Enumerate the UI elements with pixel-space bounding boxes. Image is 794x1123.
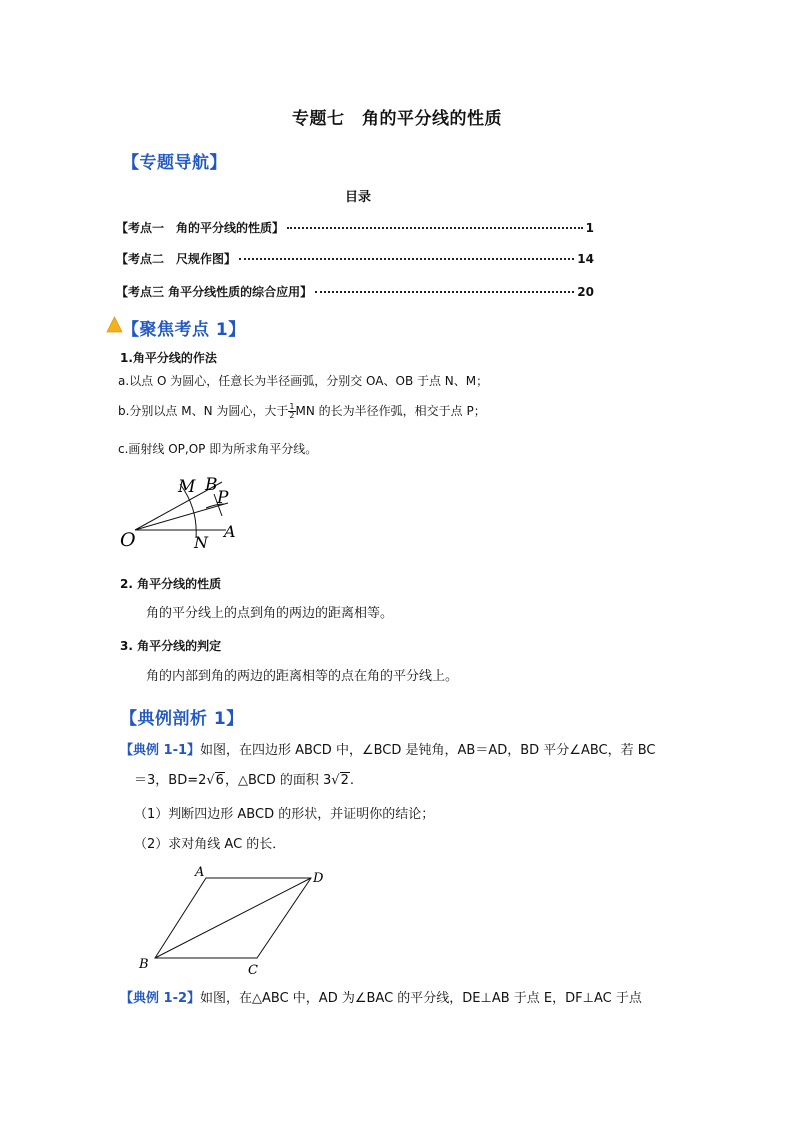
step-c: c.画射线 OP,OP 即为所求角平分线。 <box>118 442 318 456</box>
example-1-2 <box>120 990 642 1008</box>
step-b-text-pre: b.分别以点 M、N 为圆心，大于 <box>118 404 289 418</box>
example-tag: 【典例 1-1】 <box>120 743 201 758</box>
toc-item-page: 20 <box>577 285 594 299</box>
toc-leader-dots <box>315 291 574 293</box>
property-text: 角的平分线上的点到角的两边的距离相等。 <box>146 606 394 621</box>
question-2: （2）求对角线 AC 的长． <box>134 837 286 852</box>
label-d: D <box>313 871 324 886</box>
example-1-1 <box>120 742 656 760</box>
toc-item-2[interactable] <box>116 250 594 267</box>
toc-item-1[interactable] <box>116 219 594 236</box>
example-heading: 【典例剖析 1】 <box>120 709 244 729</box>
example-text: 如图，在△ABC 中，AD 为∠BAC 的平分线，DE⊥AB 于点 E，DF⊥AC 于点 <box>200 991 642 1006</box>
property-title: 2. 角平分线的性质 <box>120 577 222 591</box>
sqrt-radicand: 6 <box>215 773 224 788</box>
fraction-numerator: 1 <box>289 402 295 411</box>
label-a: A <box>195 865 205 880</box>
warning-triangle-icon <box>106 316 123 333</box>
toc-heading: 目录 <box>344 190 371 205</box>
toc-item-page: 14 <box>577 252 594 266</box>
nav-heading: 【专题导航】 <box>122 153 227 173</box>
quadrilateral-figure <box>134 862 334 982</box>
fraction-half <box>288 403 295 420</box>
label-m: M <box>178 477 196 497</box>
label-a: A <box>224 522 236 541</box>
toc-item-label: 【考点二 尺规作图】 <box>116 252 237 266</box>
example-tag: 【典例 1-2】 <box>120 991 201 1006</box>
angle-bisector-figure <box>118 470 248 554</box>
method-title: 1.角平分线的作法 <box>120 351 217 365</box>
example-1-1-line2: ＝3，BD=2√6，△BCD 的面积 3√2. <box>134 773 354 788</box>
toc-item-label: 【考点一 角的平分线的性质】 <box>116 221 285 235</box>
sqrt-radicand: 2 <box>340 773 349 788</box>
step-a: a.以点 O 为圆心，任意长为半径画弧，分别交 OA、OB 于点 N、M； <box>118 374 489 388</box>
example-text-pre: ＝3，BD=2 <box>134 773 207 788</box>
focus-heading: 【聚焦考点 1】 <box>122 320 246 340</box>
criterion-title: 3. 角平分线的判定 <box>120 639 222 653</box>
example-text-post: . <box>349 773 354 788</box>
toc-item-label: 【考点三 角平分线性质的综合应用】 <box>116 285 313 299</box>
page-title: 专题七 角的平分线的性质 <box>292 109 502 129</box>
label-p: P <box>217 488 229 508</box>
example-text-line1: 如图，在四边形 ABCD 中，∠BCD 是钝角，AB＝AD，BD 平分∠ABC，若 BC <box>200 743 656 758</box>
step-b <box>118 403 486 420</box>
fraction-denominator: 2 <box>289 411 295 420</box>
step-b-text-post: MN 的长为半径作弧，相交于点 P； <box>295 404 486 418</box>
criterion-text: 角的内部到角的两边的距离相等的点在角的平分线上。 <box>146 669 459 684</box>
question-1: （1）判断四边形 ABCD 的形状，并证明你的结论； <box>134 807 435 822</box>
label-b: B <box>205 475 218 495</box>
toc-leader-dots <box>239 258 574 260</box>
toc-item-3[interactable] <box>116 283 594 300</box>
toc-item-page: 1 <box>585 221 594 235</box>
example-text-mid: ，△BCD 的面积 3 <box>224 773 332 788</box>
toc-leader-dots <box>287 227 583 229</box>
label-o: O <box>120 529 136 551</box>
label-c: C <box>248 963 258 978</box>
label-b: B <box>139 957 149 972</box>
label-n: N <box>194 533 208 552</box>
